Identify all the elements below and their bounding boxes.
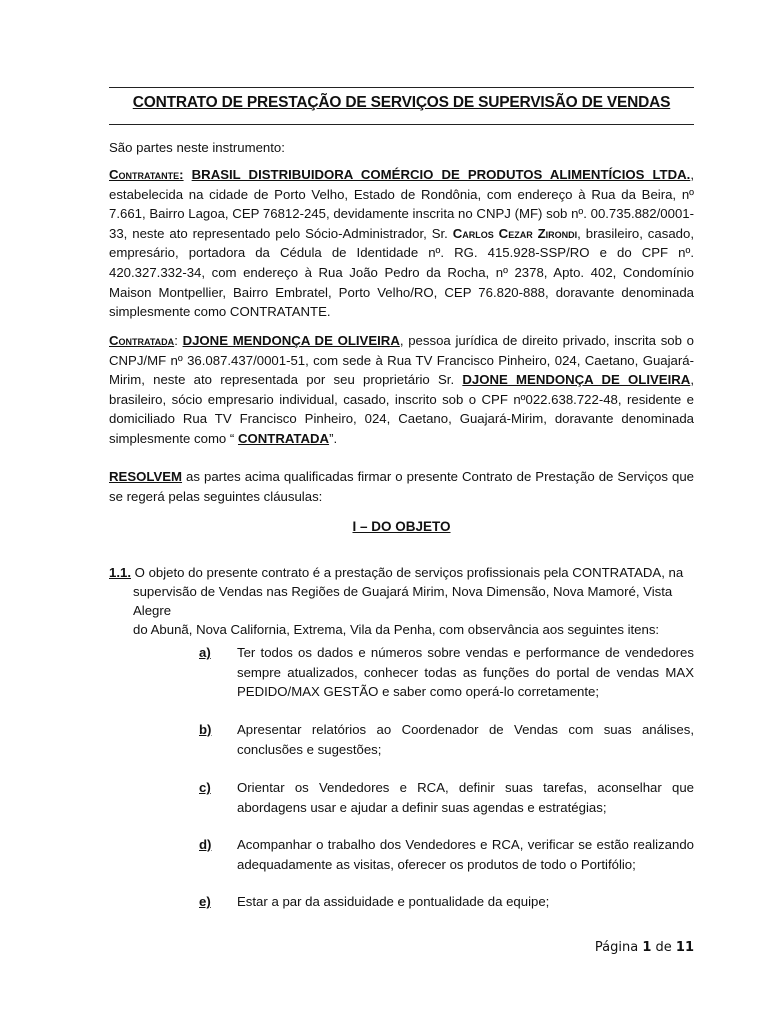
contratada-name: DJONE MENDONÇA DE OLIVEIRA — [182, 333, 400, 348]
page-label: Página — [594, 940, 643, 955]
contratante-text-2: , brasileiro, casado, empresário, portadora da Cédula de Identidade nº. RG. 415.928-SSP/RO e do CPF nº. 420.327.332-34, com endereço à Rua João Pedro da Rocha, nº 2378, Apto. 402, Condomínio Maison Montpellier, Bairro Embratel, Porto Velho/RO, CEP 76.820-888, doravante denominada simplesmente como CONTRATANTE. — [109, 225, 694, 320]
contratante-representative: Carlos Cezar Zirondi — [452, 225, 578, 241]
item-text: Orientar os Vendedores e RCA, definir suas tarefas, aconselhar que abordagens usar e ajudar a definir suas agendas e estratégias; — [237, 780, 694, 815]
section-title: I – DO OBJETO — [352, 519, 451, 534]
contratada-colon: : — [174, 333, 183, 348]
item-text: Ter todos os dados e números sobre vendas e performance de vendedores sempre atualizados, conhecer todas as funções do portal de vendas MAX PEDIDO/MAX GESTÃO e saber como operá-lo corretamente; — [237, 645, 694, 699]
item-text: Acompanhar o trabalho dos Vendedores e RCA, verificar se estão realizando adequadamente as visitas, oferecer os produtos de todo o Portifólio; — [237, 837, 694, 872]
clause-1-1 — [109, 563, 694, 639]
list-item — [199, 835, 694, 874]
contratada-term: CONTRATADA — [237, 430, 330, 446]
item-letter: c) — [199, 780, 211, 795]
page-of-label: de — [651, 940, 676, 955]
contratante-text-1: , estabelecida na cidade de Porto Velho, Estado de Rondônia, com endereço à Rua da Beira, nº 7.661, Bairro Lagoa, CEP 76812-245, devidamente inscrita no CNPJ (MF) sob nº. 00.735.882/0001-33, neste ato representado pelo Sócio-Administrador, Sr. — [109, 167, 694, 241]
title-rule — [109, 124, 694, 125]
item-letter: d) — [199, 837, 212, 852]
top-rule — [109, 87, 694, 88]
intro-text: São partes neste instrumento: — [109, 140, 285, 155]
list-item — [199, 643, 694, 702]
item-letter: e) — [199, 894, 211, 909]
clause-text-cont-1: supervisão de Vendas nas Regiões de Guajará Mirim, Nova Dimensão, Nova Mamoré, Vista Alegre — [133, 584, 673, 618]
contratada-owner-name: DJONE MENDONÇA DE OLIVEIRA — [462, 372, 691, 388]
page-total: 11 — [675, 940, 694, 955]
contratada-text-2: , brasileiro, sócio empresario individual, casado, inscrito sob o CPF nº022.638.722-48, residente e domiciliado Rua TV Francisco Pinheiro, 024, Caetano, Guajará-Mirim, doravante denominada simplesmente como “ — [109, 372, 694, 446]
list-item — [199, 720, 694, 759]
contratada-paragraph — [109, 331, 694, 449]
list-item — [199, 892, 694, 912]
document-title: CONTRATO DE PRESTAÇÃO DE SERVIÇOS DE SUPERVISÃO DE VENDAS — [132, 94, 671, 111]
clause-number: 1.1. — [109, 565, 131, 580]
page-footer — [595, 940, 694, 955]
contratante-name: BRASIL DISTRIBUIDORA COMÉRCIO DE PRODUTOS ALIMENTÍCIOS LTDA. — [191, 167, 691, 182]
clause-text: O objeto do presente contrato é a prestação de serviços profissionais pela CONTRATADA, na — [131, 565, 684, 580]
list-item — [199, 778, 694, 817]
item-letter: b) — [199, 722, 212, 737]
resolvem-keyword: RESOLVEM — [109, 469, 183, 484]
contratante-paragraph — [109, 165, 694, 322]
item-text: Estar a par da assiduidade e pontualidade da equipe; — [237, 894, 550, 909]
resolvem-paragraph — [109, 467, 694, 506]
contratada-text-1: , pessoa jurídica de direito privado, inscrita sob o CNPJ/MF nº 36.087.437/0001-51, com sede à Rua TV Francisco Pinheiro, 024, Caetano, Guajará-Mirim, neste ato representada por seu proprietário Sr. — [109, 333, 695, 388]
contratada-label: Contratada — [109, 333, 175, 348]
resolvem-text: as partes acima qualificadas firmar o presente Contrato de Prestação de Serviços que se regerá pelas seguintes cláusulas: — [109, 469, 694, 504]
page-number: 1 — [642, 940, 652, 955]
contratada-end: ”. — [329, 430, 338, 446]
item-text: Apresentar relatórios ao Coordenador de Vendas com suas análises, conclusões e sugestões; — [237, 722, 694, 757]
clause-text-cont-2: do Abunã, Nova California, Extrema, Vila da Penha, com observância aos seguintes itens: — [133, 622, 660, 637]
item-letter: a) — [199, 645, 211, 660]
contratante-label: Contratante: — [109, 167, 184, 182]
